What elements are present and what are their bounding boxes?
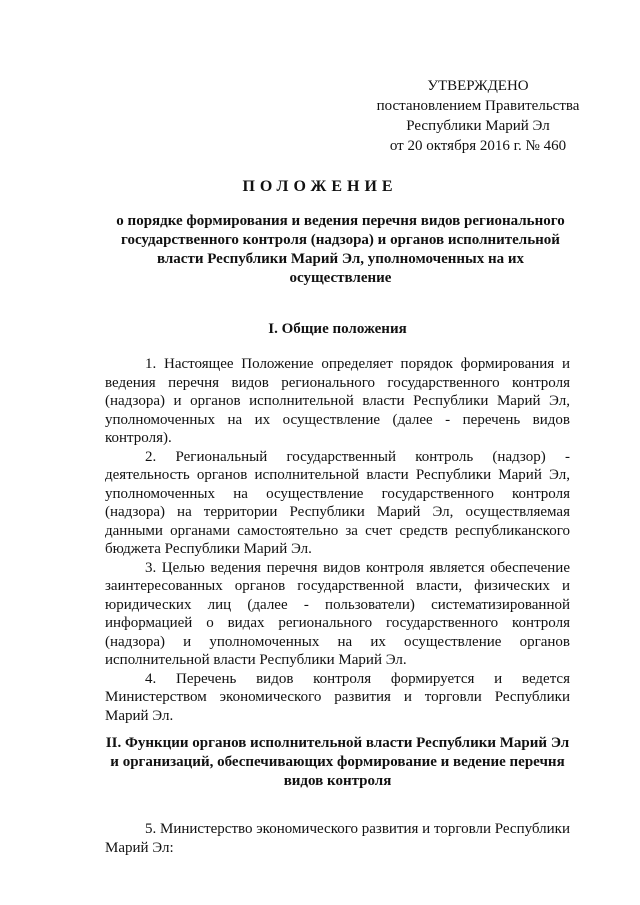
document-subtitle: о порядке формирования и ведения перечня видов регионального государственного контроля (надзора) и органов исполнительной власти Республики Марий Эл, уполномоченных на их осуществление [116,213,565,286]
approval-line-resolution: постановлением Правительства [376,98,580,114]
approval-line-date: от 20 октября 2016 г. № 460 [389,138,567,154]
section-2-heading: II. Функции органов исполнительной власти Республики Марий Эл и организаций, обеспечивающих формирование и ведение перечня видов контроля [105,735,570,789]
paragraph-2: 2. Региональный государственный контроль (надзор) - деятельность органов исполнительной власти Республики Марий Эл, уполномоченных на осуществление государственного контроля (надзора) на территории Республики Марий Эл, осуществляемая данными органами самостоятельно за счет средств республиканского бюджета Республики Марий Эл. [105,448,570,557]
approval-line-republic: Республики Марий Эл [406,118,550,134]
section-1-body [105,355,570,725]
approval-line-approved: УТВЕРЖДЕНО [427,78,529,94]
section-1-heading: I. Общие положения [268,321,407,337]
paragraph-4: 4. Перечень видов контроля формируется и ведется Министерством экономического развития и торговли Республики Марий Эл. [105,670,570,724]
paragraph-5: 5. Министерство экономического развития и торговли Республики Марий Эл: [105,821,570,856]
paragraph-1: 1. Настоящее Положение определяет порядок формирования и ведения перечня видов регионального государственного контроля (надзора) и органов исполнительной власти Республики Марий Эл, уполномоченных на их осуществление (далее - перечень видов контроля). [105,356,570,446]
paragraph-3: 3. Целью ведения перечня видов контроля является обеспечение заинтересованных органов государственной власти, физических и юридических лиц (далее - пользователи) систематизированной информацией о видах регионального государственного контроля (надзора) и уполномоченных на их осуществление органов исполнительной власти Республики Марий Эл. [105,559,570,668]
section-2-body [105,820,570,857]
approval-stamp [368,76,588,156]
document-title: ПОЛОЖЕНИЕ [242,178,398,195]
